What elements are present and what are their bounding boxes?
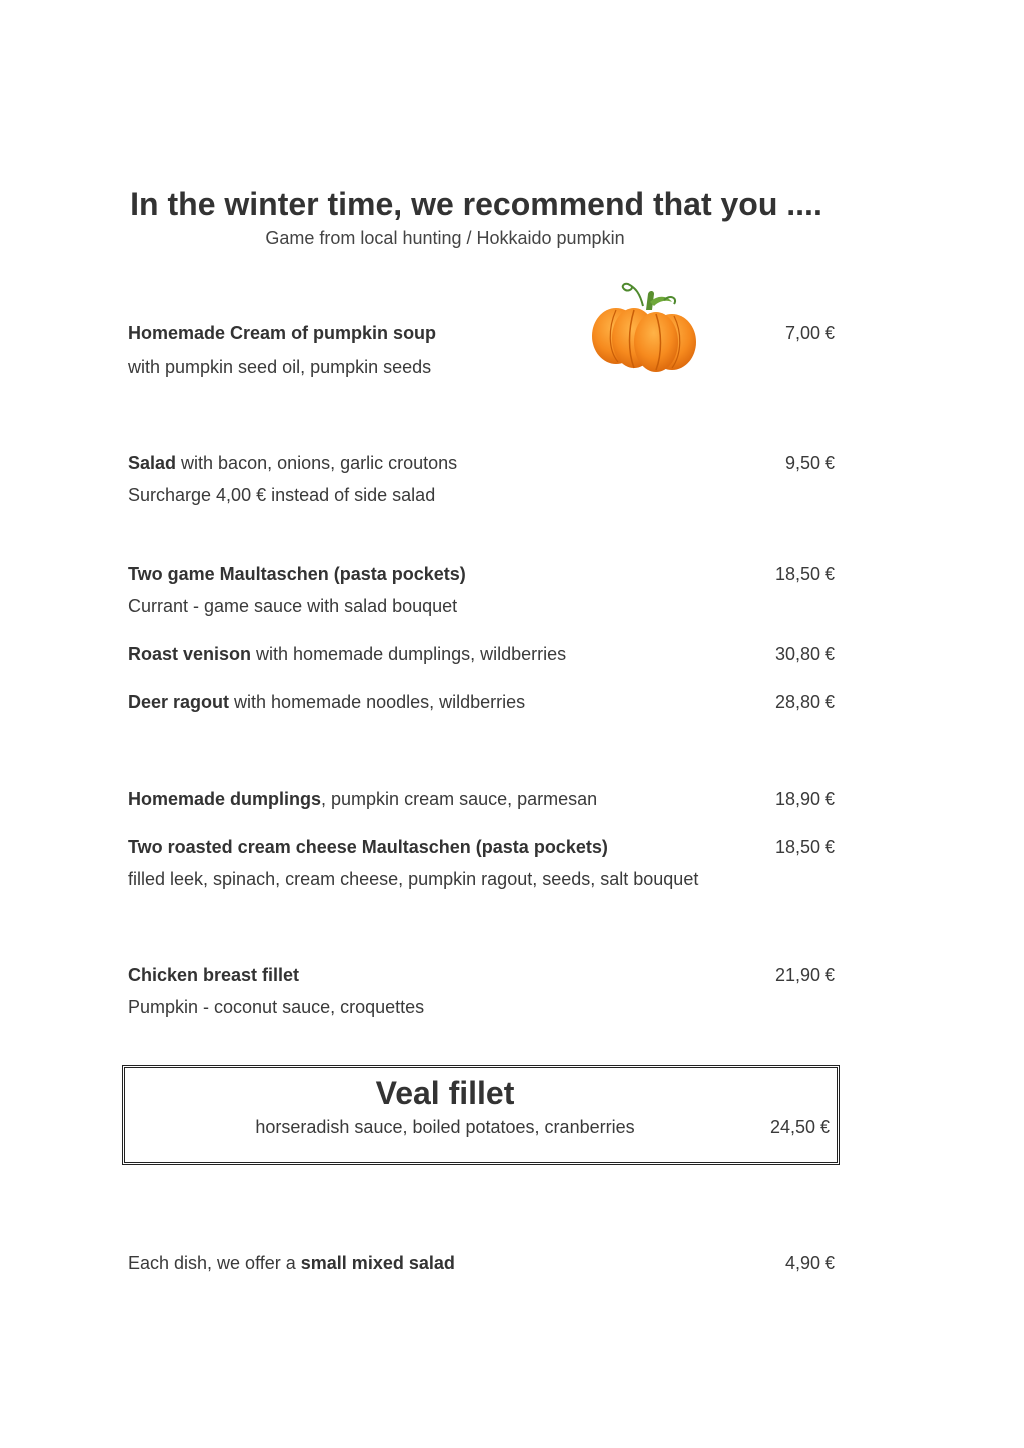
item-cheese-maultaschen-name: Two roasted cream cheese Maultaschen (pasta pockets) — [128, 837, 608, 857]
item-dumplings-desc: , pumpkin cream sauce, parmesan — [321, 789, 598, 809]
page-title: In the winter time, we recommend that you .... — [130, 186, 822, 222]
item-dumplings-price: 18,90 € — [774, 789, 835, 809]
item-dumplings — [128, 788, 597, 810]
item-chicken-desc: Pumpkin - coconut sauce, croquettes — [128, 997, 425, 1017]
footer-note — [128, 1252, 455, 1274]
item-salad-name: Salad — [128, 453, 177, 473]
item-pumpkin-soup-name: Homemade Cream of pumpkin soup — [128, 323, 437, 343]
item-roast-venison-desc: with homemade dumplings, wildberries — [251, 644, 567, 664]
feature-title: Veal fillet — [375, 1075, 515, 1111]
item-cheese-maultaschen-price: 18,50 € — [774, 837, 835, 857]
item-game-maultaschen-desc: Currant - game sauce with salad bouquet — [128, 596, 458, 616]
item-chicken-name: Chicken breast fillet — [128, 965, 300, 985]
item-pumpkin-soup-price: 7,00 € — [784, 323, 835, 343]
item-pumpkin-soup-desc: with pumpkin seed oil, pumpkin seeds — [128, 357, 432, 377]
item-roast-venison — [128, 643, 566, 665]
item-dumplings-name: Homemade dumplings — [128, 789, 322, 809]
item-salad-desc: with bacon, onions, garlic croutons — [176, 453, 458, 473]
pumpkin-icon — [588, 280, 700, 376]
item-deer-ragout — [128, 691, 525, 713]
item-cheese-maultaschen-desc: filled leek, spinach, cream cheese, pumpkin ragout, seeds, salt bouquet — [128, 869, 699, 889]
feature-price: 24,50 € — [769, 1117, 830, 1137]
item-salad-price: 9,50 € — [784, 453, 835, 473]
feature-desc: horseradish sauce, boiled potatoes, cranberries — [255, 1117, 635, 1137]
item-roast-venison-name: Roast venison — [128, 644, 252, 664]
item-salad — [128, 452, 457, 474]
footer-prefix: Each dish, we offer a — [128, 1253, 301, 1273]
footer-highlight: small mixed salad — [300, 1253, 455, 1273]
item-deer-ragout-desc: with homemade noodles, wildberries — [229, 692, 526, 712]
item-chicken-price: 21,90 € — [774, 965, 835, 985]
item-game-maultaschen-name: Two game Maultaschen (pasta pockets) — [128, 564, 466, 584]
item-salad-note: Surcharge 4,00 € instead of side salad — [128, 485, 436, 505]
item-deer-ragout-name: Deer ragout — [128, 692, 230, 712]
page-subtitle: Game from local hunting / Hokkaido pumpkin — [265, 228, 625, 248]
item-game-maultaschen-price: 18,50 € — [774, 564, 835, 584]
item-roast-venison-price: 30,80 € — [774, 644, 835, 664]
footer-price: 4,90 € — [784, 1253, 835, 1273]
item-deer-ragout-price: 28,80 € — [774, 692, 835, 712]
